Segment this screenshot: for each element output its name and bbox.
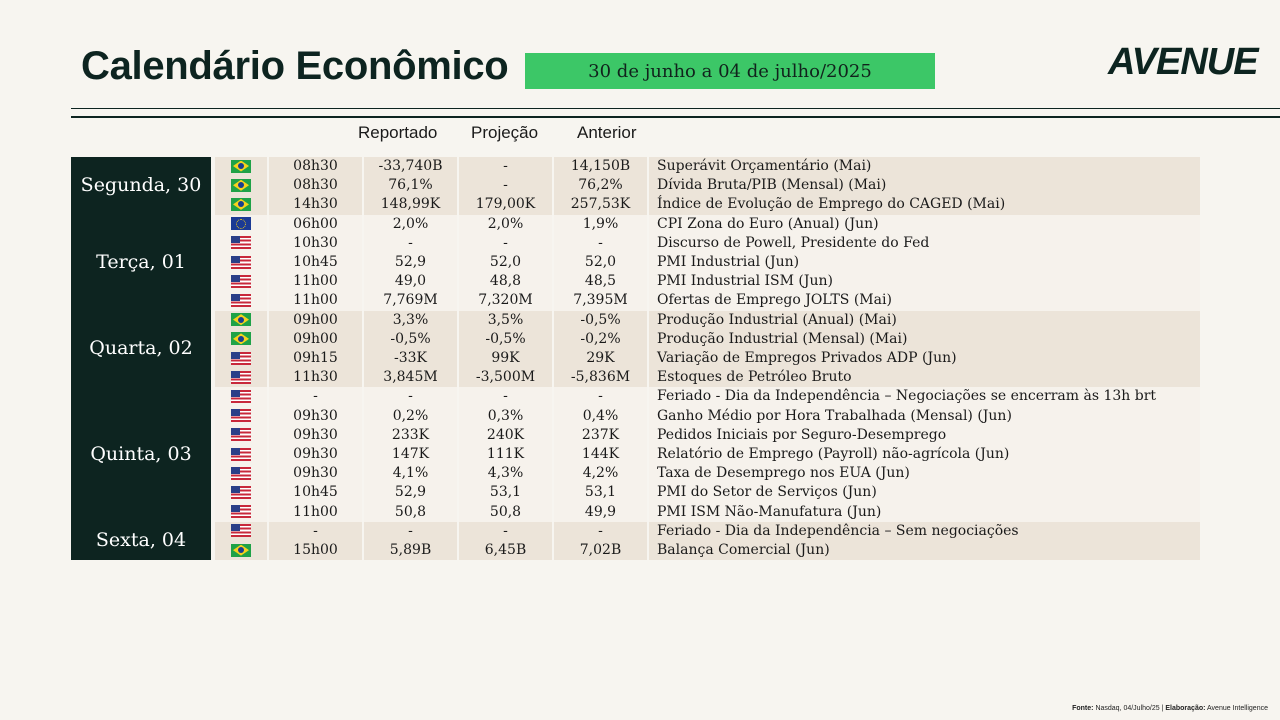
day-label: Terça, 01 xyxy=(71,215,213,311)
projection-cell: 3,5% xyxy=(458,311,553,330)
event-name-cell: Feriado - Dia da Independência – Negociações se encerram às 13h brt xyxy=(648,387,1200,406)
usa-flag-icon xyxy=(231,409,251,422)
time-cell: 08h30 xyxy=(268,176,363,195)
projection-cell: 179,00K xyxy=(458,195,553,214)
table-row xyxy=(71,387,1200,406)
day-label: Quinta, 03 xyxy=(71,387,213,521)
previous-cell: 14,150B xyxy=(553,157,648,176)
usa-flag-icon xyxy=(231,256,251,269)
usa-flag-icon xyxy=(231,294,251,307)
time-cell: 11h00 xyxy=(268,291,363,310)
flag-cell xyxy=(213,330,268,349)
time-cell: 09h30 xyxy=(268,426,363,445)
header-divider-thick xyxy=(71,116,1280,118)
table-row xyxy=(71,253,1200,272)
usa-flag-icon xyxy=(231,524,251,537)
projection-cell: 6,45B xyxy=(458,541,553,560)
projection-cell: - xyxy=(458,234,553,253)
event-name-cell: Relatório de Emprego (Payroll) não-agrícola (Jun) xyxy=(648,445,1200,464)
footer-author-label: Elaboração: xyxy=(1165,705,1206,712)
flag-cell xyxy=(213,387,268,406)
table-row xyxy=(71,291,1200,310)
event-name-cell: Índice de Evolução de Emprego do CAGED (Mai) xyxy=(648,195,1200,214)
time-cell: 10h45 xyxy=(268,253,363,272)
table-row xyxy=(71,234,1200,253)
flag-cell xyxy=(213,311,268,330)
table-row xyxy=(71,445,1200,464)
previous-cell: 237K xyxy=(553,426,648,445)
table-row xyxy=(71,330,1200,349)
reported-cell: 147K xyxy=(363,445,458,464)
flag-cell xyxy=(213,157,268,176)
time-cell: 09h00 xyxy=(268,330,363,349)
previous-cell: 29K xyxy=(553,349,648,368)
previous-cell: -5,836M xyxy=(553,368,648,387)
reported-cell: 4,1% xyxy=(363,464,458,483)
date-range-badge: 30 de junho a 04 de julho/2025 xyxy=(525,53,935,89)
reported-cell: - xyxy=(363,387,458,406)
flag-cell xyxy=(213,349,268,368)
projection-cell: 2,0% xyxy=(458,215,553,234)
projection-cell: 0,3% xyxy=(458,407,553,426)
brazil-flag-icon xyxy=(231,179,251,192)
previous-cell: 7,395M xyxy=(553,291,648,310)
previous-cell: 144K xyxy=(553,445,648,464)
time-cell: 09h30 xyxy=(268,407,363,426)
event-name-cell: PMI do Setor de Serviços (Jun) xyxy=(648,483,1200,502)
previous-cell: - xyxy=(553,387,648,406)
reported-cell: -0,5% xyxy=(363,330,458,349)
footer-author-text: Avenue Intelligence xyxy=(1207,705,1268,712)
previous-cell: - xyxy=(553,234,648,253)
usa-flag-icon xyxy=(231,371,251,384)
event-name-cell: PMI Industrial ISM (Jun) xyxy=(648,272,1200,291)
reported-cell: - xyxy=(363,234,458,253)
time-cell: 09h15 xyxy=(268,349,363,368)
previous-cell: 7,02B xyxy=(553,541,648,560)
flag-cell xyxy=(213,176,268,195)
projection-cell: -0,5% xyxy=(458,330,553,349)
footer-source-label: Fonte: xyxy=(1072,705,1094,712)
previous-cell: -0,5% xyxy=(553,311,648,330)
event-name-cell: PMI ISM Não-Manufatura (Jun) xyxy=(648,503,1200,522)
time-cell: 09h30 xyxy=(268,445,363,464)
table-row xyxy=(71,541,1200,560)
flag-cell xyxy=(213,253,268,272)
economic-calendar-table xyxy=(71,157,1200,560)
column-header-previous: Anterior xyxy=(577,123,637,142)
time-cell: - xyxy=(268,387,363,406)
previous-cell: 0,4% xyxy=(553,407,648,426)
event-name-cell: PMI Industrial (Jun) xyxy=(648,253,1200,272)
reported-cell: 3,3% xyxy=(363,311,458,330)
table-row xyxy=(71,349,1200,368)
previous-cell: 52,0 xyxy=(553,253,648,272)
footer-source xyxy=(1072,705,1268,712)
flag-cell xyxy=(213,483,268,502)
usa-flag-icon xyxy=(231,505,251,518)
table-row xyxy=(71,215,1200,234)
time-cell: 08h30 xyxy=(268,157,363,176)
day-group xyxy=(71,522,1200,560)
page-title: Calendário Econômico xyxy=(81,44,509,88)
reported-cell: -33,740B xyxy=(363,157,458,176)
previous-cell: 1,9% xyxy=(553,215,648,234)
time-cell: 14h30 xyxy=(268,195,363,214)
event-name-cell: Ganho Médio por Hora Trabalhada (Mensal) (Jun) xyxy=(648,407,1200,426)
reported-cell: 52,9 xyxy=(363,483,458,502)
usa-flag-icon xyxy=(231,448,251,461)
projection-cell: 4,3% xyxy=(458,464,553,483)
usa-flag-icon xyxy=(231,428,251,441)
event-name-cell: Taxa de Desemprego nos EUA (Jun) xyxy=(648,464,1200,483)
header-divider-thin xyxy=(71,108,1280,109)
time-cell: 11h00 xyxy=(268,272,363,291)
reported-cell: -33K xyxy=(363,349,458,368)
time-cell: 10h45 xyxy=(268,483,363,502)
day-group xyxy=(71,157,1200,215)
column-header-projection: Projeção xyxy=(471,123,539,142)
table-row xyxy=(71,522,1200,541)
flag-cell xyxy=(213,445,268,464)
previous-cell: -0,2% xyxy=(553,330,648,349)
projection-cell: 50,8 xyxy=(458,503,553,522)
table-row xyxy=(71,483,1200,502)
flag-cell xyxy=(213,522,268,541)
flag-cell xyxy=(213,407,268,426)
flag-cell xyxy=(213,215,268,234)
usa-flag-icon xyxy=(231,467,251,480)
flag-cell xyxy=(213,368,268,387)
previous-cell: 48,5 xyxy=(553,272,648,291)
avenue-logo: AVENUE xyxy=(1108,41,1258,83)
projection-cell: -3,500M xyxy=(458,368,553,387)
previous-cell: 257,53K xyxy=(553,195,648,214)
event-name-cell: Produção Industrial (Mensal) (Mai) xyxy=(648,330,1200,349)
flag-cell xyxy=(213,195,268,214)
time-cell: 15h00 xyxy=(268,541,363,560)
day-group xyxy=(71,311,1200,388)
event-name-cell: Estoques de Petróleo Bruto xyxy=(648,368,1200,387)
day-label: Quarta, 02 xyxy=(71,311,213,388)
event-name-cell: Discurso de Powell, Presidente do Fed xyxy=(648,234,1200,253)
usa-flag-icon xyxy=(231,390,251,403)
flag-cell xyxy=(213,426,268,445)
usa-flag-icon xyxy=(231,236,251,249)
time-cell: 09h30 xyxy=(268,464,363,483)
time-cell: 09h00 xyxy=(268,311,363,330)
brazil-flag-icon xyxy=(231,160,251,173)
time-cell: 10h30 xyxy=(268,234,363,253)
table-row xyxy=(71,157,1200,176)
table-row xyxy=(71,464,1200,483)
time-cell: 11h30 xyxy=(268,368,363,387)
previous-cell: 4,2% xyxy=(553,464,648,483)
reported-cell: 76,1% xyxy=(363,176,458,195)
flag-cell xyxy=(213,234,268,253)
reported-cell: 3,845M xyxy=(363,368,458,387)
table-row xyxy=(71,503,1200,522)
flag-cell xyxy=(213,503,268,522)
projection-cell: 53,1 xyxy=(458,483,553,502)
brazil-flag-icon xyxy=(231,198,251,211)
previous-cell: 76,2% xyxy=(553,176,648,195)
projection-cell: - xyxy=(458,522,553,541)
projection-cell: 111K xyxy=(458,445,553,464)
day-label: Sexta, 04 xyxy=(71,522,213,560)
event-name-cell: Feriado - Dia da Independência – Sem negociações xyxy=(648,522,1200,541)
time-cell: 11h00 xyxy=(268,503,363,522)
table-row xyxy=(71,368,1200,387)
flag-cell xyxy=(213,272,268,291)
day-group xyxy=(71,387,1200,521)
projection-cell: 48,8 xyxy=(458,272,553,291)
reported-cell: 148,99K xyxy=(363,195,458,214)
table-row xyxy=(71,426,1200,445)
time-cell: 06h00 xyxy=(268,215,363,234)
event-name-cell: Superávit Orçamentário (Mai) xyxy=(648,157,1200,176)
projection-cell: - xyxy=(458,387,553,406)
day-label: Segunda, 30 xyxy=(71,157,213,215)
projection-cell: - xyxy=(458,157,553,176)
usa-flag-icon xyxy=(231,275,251,288)
table-row xyxy=(71,176,1200,195)
brazil-flag-icon xyxy=(231,332,251,345)
projection-cell: - xyxy=(458,176,553,195)
brazil-flag-icon xyxy=(231,313,251,326)
brazil-flag-icon xyxy=(231,544,251,557)
event-name-cell: CPI Zona do Euro (Anual) (Jun) xyxy=(648,215,1200,234)
day-group xyxy=(71,215,1200,311)
reported-cell: 50,8 xyxy=(363,503,458,522)
usa-flag-icon xyxy=(231,352,251,365)
event-name-cell: Balança Comercial (Jun) xyxy=(648,541,1200,560)
flag-cell xyxy=(213,464,268,483)
projection-cell: 7,320M xyxy=(458,291,553,310)
event-name-cell: Variação de Empregos Privados ADP (Jun) xyxy=(648,349,1200,368)
reported-cell: - xyxy=(363,522,458,541)
event-name-cell: Dívida Bruta/PIB (Mensal) (Mai) xyxy=(648,176,1200,195)
eu-flag-icon xyxy=(231,217,251,230)
previous-cell: 49,9 xyxy=(553,503,648,522)
event-name-cell: Produção Industrial (Anual) (Mai) xyxy=(648,311,1200,330)
event-name-cell: Ofertas de Emprego JOLTS (Mai) xyxy=(648,291,1200,310)
table-row xyxy=(71,195,1200,214)
table-row xyxy=(71,407,1200,426)
column-header-reported: Reportado xyxy=(358,123,438,142)
projection-cell: 240K xyxy=(458,426,553,445)
table-row xyxy=(71,311,1200,330)
projection-cell: 99K xyxy=(458,349,553,368)
footer-source-text: Nasdaq, 04/Julho/25 | xyxy=(1095,705,1164,712)
reported-cell: 0,2% xyxy=(363,407,458,426)
previous-cell: 53,1 xyxy=(553,483,648,502)
flag-cell xyxy=(213,291,268,310)
reported-cell: 233K xyxy=(363,426,458,445)
usa-flag-icon xyxy=(231,486,251,499)
previous-cell: - xyxy=(553,522,648,541)
reported-cell: 7,769M xyxy=(363,291,458,310)
reported-cell: 5,89B xyxy=(363,541,458,560)
time-cell: - xyxy=(268,522,363,541)
projection-cell: 52,0 xyxy=(458,253,553,272)
reported-cell: 52,9 xyxy=(363,253,458,272)
reported-cell: 49,0 xyxy=(363,272,458,291)
reported-cell: 2,0% xyxy=(363,215,458,234)
table-row xyxy=(71,272,1200,291)
flag-cell xyxy=(213,541,268,560)
event-name-cell: Pedidos Iniciais por Seguro-Desemprego xyxy=(648,426,1200,445)
